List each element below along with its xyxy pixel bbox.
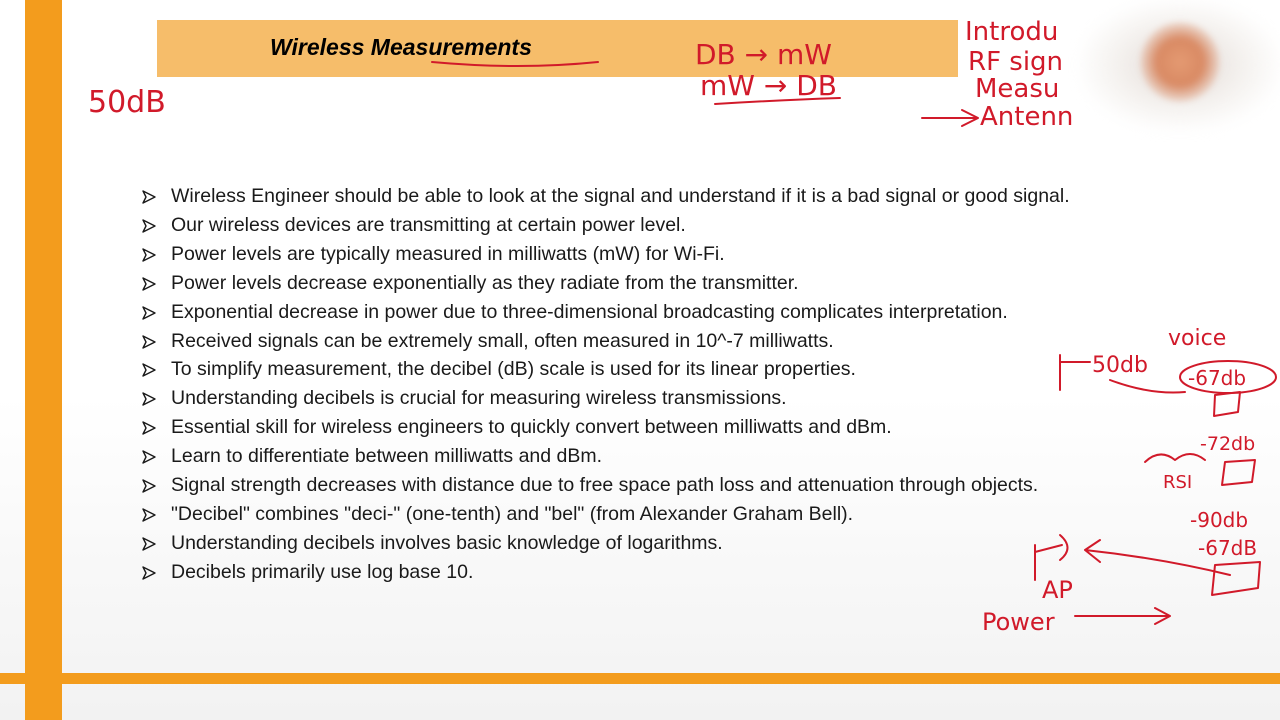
agenda-arrow (922, 110, 978, 126)
bullet-item (142, 240, 1222, 269)
arrow-bullet-icon (142, 566, 156, 580)
bullet-text: Power levels decrease exponentially as they radiate from the transmitter. (171, 271, 799, 294)
bullet-item (142, 269, 1222, 298)
arrow-bullet-icon (142, 479, 156, 493)
bullet-text: Understanding decibels involves basic knowledge of logarithms. (171, 531, 723, 554)
bullet-item (142, 500, 1222, 529)
annotation-ap: AP (1042, 576, 1073, 604)
bullet-item (142, 413, 1222, 442)
bullet-text: Exponential decrease in power due to three-dimensional broadcasting complicates interpretation. (171, 300, 1008, 323)
bullet-text: Learn to differentiate between milliwatts and dBm. (171, 445, 603, 468)
arrow-bullet-icon (142, 508, 156, 522)
bullet-item (142, 558, 1222, 587)
arrow-bullet-icon (142, 219, 156, 233)
annotation-rssi-ap: -67dB (1198, 536, 1258, 560)
bullet-item (142, 529, 1222, 558)
bullet-text: Signal strength decreases with distance due to free space path loss and attenuation through objects. (171, 474, 1039, 497)
bullet-item (142, 384, 1222, 413)
bullet-list (142, 182, 1222, 587)
arrow-bullet-icon (142, 421, 156, 435)
bullet-item (142, 471, 1222, 500)
left-accent-bar (25, 0, 62, 720)
bullet-item (142, 211, 1222, 240)
bullet-text: To simplify measurement, the decibel (dB) scale is used for its linear properties. (171, 358, 856, 381)
arrow-bullet-icon (142, 248, 156, 262)
annotation-rssi-label: RSI (1163, 472, 1193, 493)
annotation-tx-power: 50db (1092, 353, 1148, 378)
annotation-agenda-1: Introdu (965, 17, 1059, 47)
arrow-bullet-icon (142, 392, 156, 406)
laptop-icon-2 (1222, 460, 1255, 485)
annotation-agenda-2: RF sign (968, 47, 1064, 77)
bullet-text: Essential skill for wireless engineers to quickly convert between milliwatts and dBm. (171, 416, 892, 439)
arrow-bullet-icon (142, 363, 156, 377)
arrow-bullet-icon (142, 277, 156, 291)
bottom-accent-bar (0, 673, 1280, 684)
bullet-text: Power levels are typically measured in milliwatts (mW) for Wi-Fi. (171, 242, 725, 265)
annotation-rssi-good: -67db (1188, 366, 1247, 390)
bullet-text: "Decibel" combines "deci-" (one-tenth) and "bel" (from Alexander Graham Bell). (171, 502, 854, 525)
annotation-rssi-mid: -72db (1200, 433, 1256, 455)
bullet-item (142, 327, 1222, 356)
annotation-agenda-3: Measu (975, 74, 1060, 104)
annotation-agenda-4: Antenn (980, 102, 1074, 132)
arrow-bullet-icon (142, 335, 156, 349)
arrow-bullet-icon (142, 450, 156, 464)
presenter-logo-icon (1140, 22, 1220, 102)
annotation-mw-to-db: mW → DB (700, 69, 837, 102)
annotation-50db-top: 50dB (88, 85, 166, 120)
annotation-voice: voice (1168, 326, 1227, 351)
slide-title: Wireless Measurements (270, 34, 532, 60)
annotation-power: Power (982, 608, 1055, 636)
bullet-text: Our wireless devices are transmitting at certain power level. (171, 213, 686, 236)
bullet-item (142, 355, 1222, 384)
bullet-text: Wireless Engineer should be able to look at the signal and understand if it is a bad signal or good signal. (171, 185, 1070, 207)
bullet-item (142, 182, 1222, 211)
conversion-underline (715, 98, 840, 104)
arrow-bullet-icon (142, 190, 156, 204)
annotation-db-to-mw: DB → mW (695, 38, 832, 71)
bullet-text: Decibels primarily use log base 10. (171, 560, 474, 583)
arrow-bullet-icon (142, 306, 156, 320)
annotation-rssi-bad: -90db (1190, 508, 1249, 532)
arrow-bullet-icon (142, 537, 156, 551)
bullet-item (142, 298, 1222, 327)
power-arrow (1075, 608, 1170, 624)
bullet-item (142, 442, 1222, 471)
bullet-text: Understanding decibels is crucial for measuring wireless transmissions. (171, 387, 787, 410)
bullet-text: Received signals can be extremely small, often measured in 10^-7 milliwatts. (171, 329, 834, 352)
